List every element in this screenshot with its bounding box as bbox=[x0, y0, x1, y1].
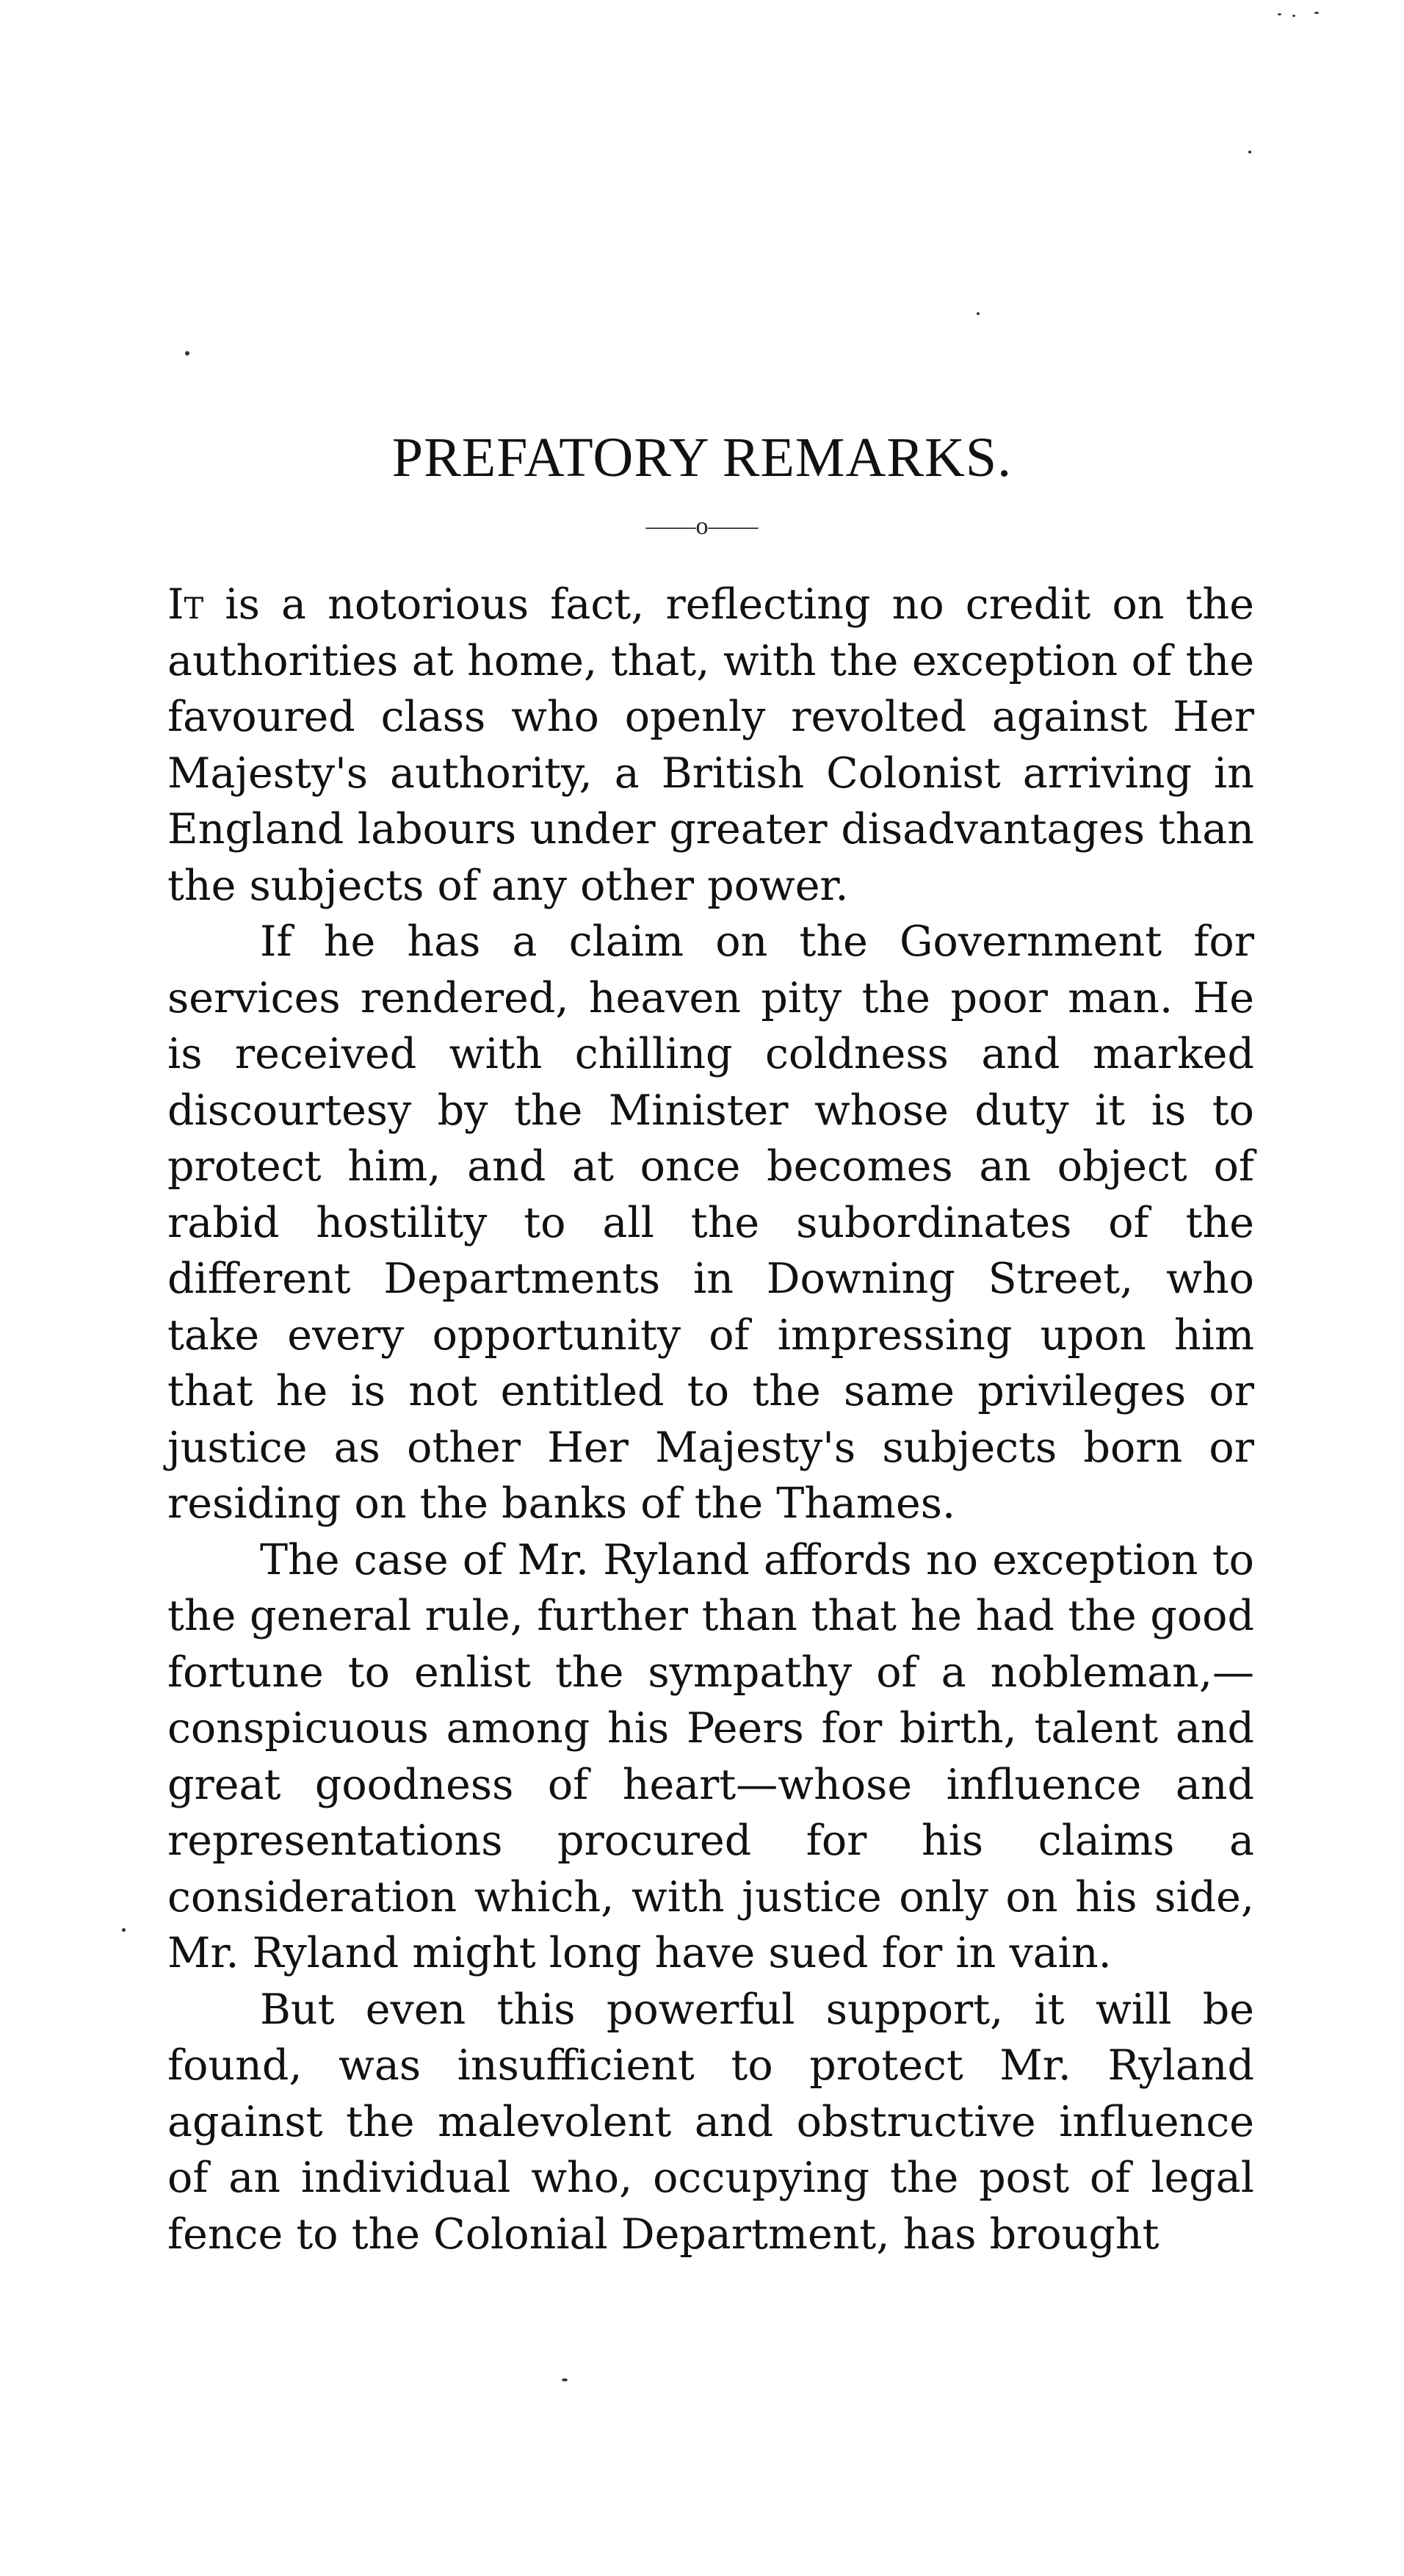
scan-speck bbox=[977, 312, 980, 315]
paragraph-lead-word: It bbox=[167, 580, 204, 629]
paragraph-1-text: is a notorious fact, reflecting no credit on the authorities at home, that, with the exception of the favoured class who openly revolted against Her Majesty's authority, a British Colonist arriving in England labours under greater disadvantages than the subjects of any other power. bbox=[167, 580, 1254, 910]
paragraph-2: If he has a claim on the Government for services rendered, heaven pity the poor man. He is received with chilling coldness and marked discourtesy by the Minister whose duty it is to protect him, and at once becomes an object of rabid hostility to all the subordinates of the different Departments in Downing Street, who take every opportunity of impressing upon him that he is not entitled to the same privileges or justice as other Her Majesty's subjects born or residing on the banks of the Thames. bbox=[167, 917, 1254, 1528]
scan-speck bbox=[1278, 13, 1281, 15]
scan-speck bbox=[562, 2378, 568, 2381]
paragraph-1 bbox=[167, 577, 1254, 914]
body-text bbox=[167, 577, 1254, 2262]
scan-speck bbox=[185, 351, 189, 356]
paragraph-3: The case of Mr. Ryland affords no exception to the general rule, further than that he had the good fortune to enlist the sympathy of a nobleman,—conspicuous among his Peers for birth, talent and great goodness of heart—whose influence and representations procured for his claims a consideration which, with justice only on his side, Mr. Ryland might long have sued for in vain. bbox=[167, 1535, 1254, 1977]
scan-speck bbox=[1248, 151, 1251, 154]
scan-speck bbox=[1314, 12, 1319, 14]
scan-speck bbox=[1292, 15, 1295, 17]
heading-ornament: ——o—— bbox=[645, 513, 759, 540]
paragraph-4: But even this powerful support, it will be found, was insufficient to protect Mr. Ryland against the malevolent and obstructive influence of an individual who, occupying the post of legal fence to the Colonial Department, has brought bbox=[167, 1985, 1254, 2259]
page-heading: PREFATORY REMARKS. bbox=[391, 427, 1013, 488]
scan-speck bbox=[122, 1928, 126, 1932]
